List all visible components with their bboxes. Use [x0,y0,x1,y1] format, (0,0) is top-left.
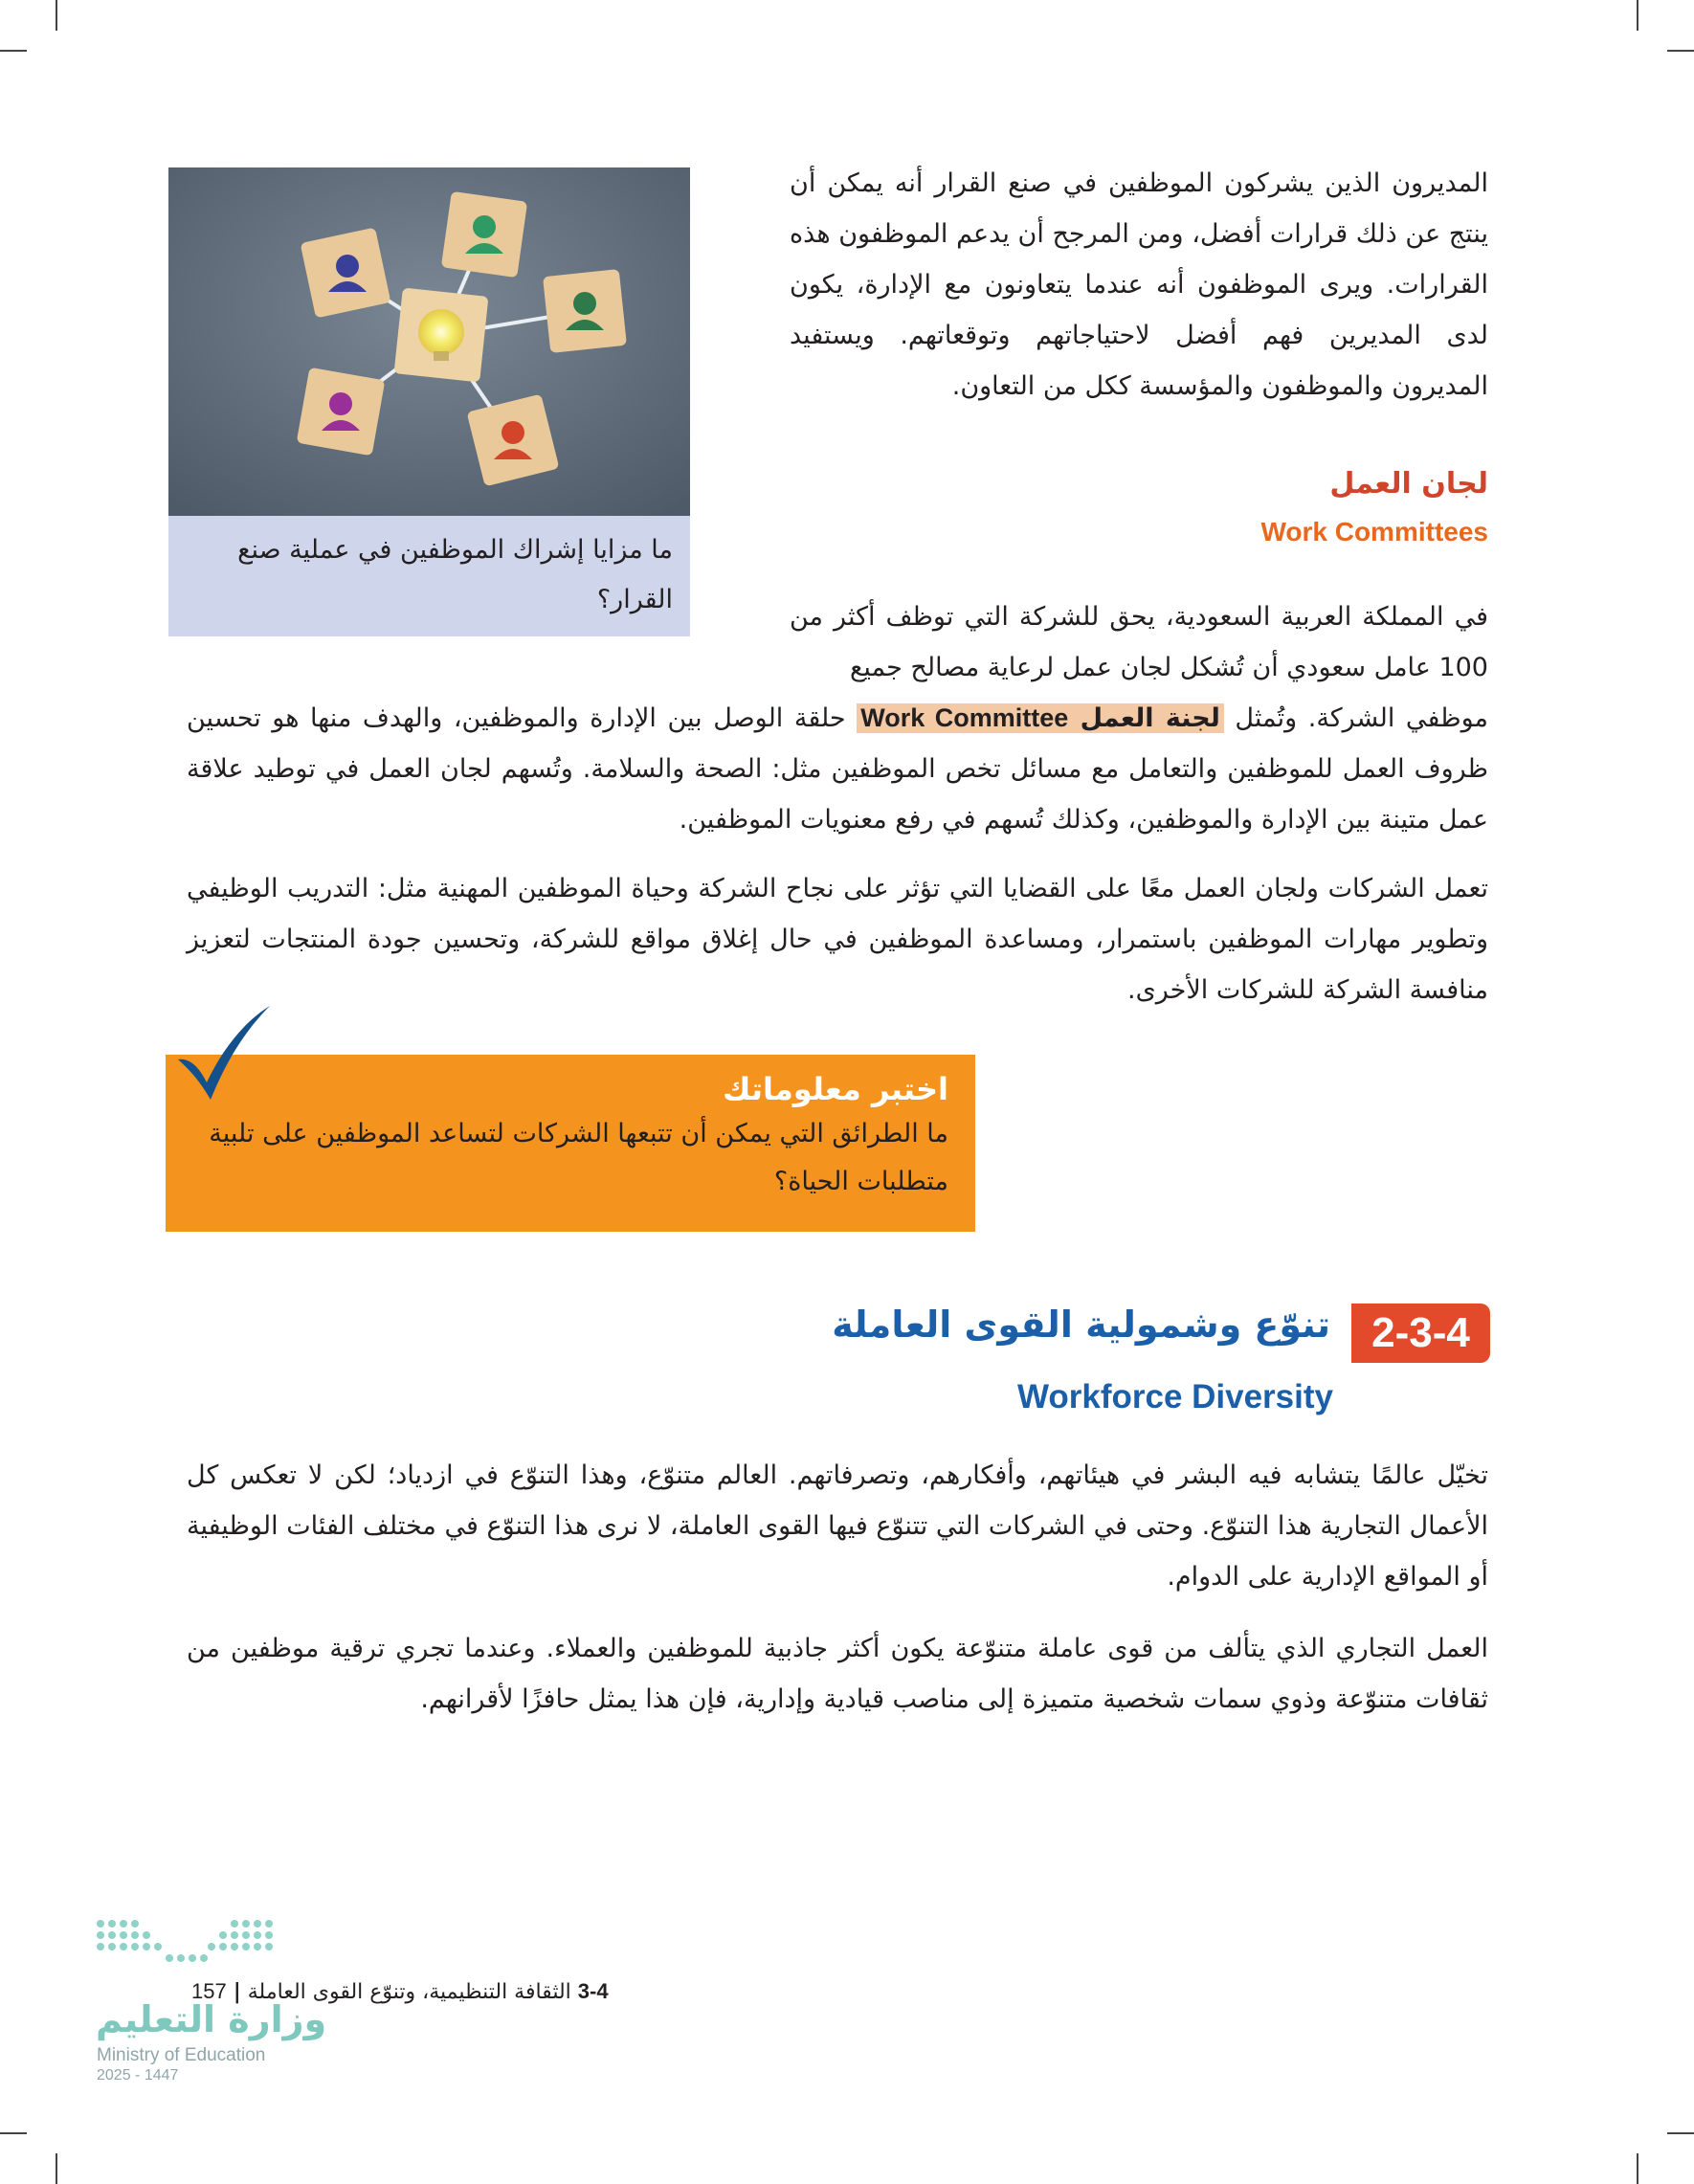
diversity-paragraph-2: العمل التجاري الذي يتألف من قوى عاملة متنوّعة يكون أكثر جاذبية للموظفين والعملاء. وعندما تجري ترقية موظفين من ثقافات متنوّعة وذوي سمات شخصية متميزة إلى مناصب قيادية وإدارية، فإن هذا يمثل حافزًا لأقرانهم. [187,1634,1488,1714]
crop-mark [56,0,57,31]
collaboration-network-image [168,167,690,516]
paragraph-text: حلقة الوصل بين الإدارة والموظفين، والهدف منها هو تحسين ظروف العمل للموظفين والتعامل مع مسائل تخص الموظفين مثل: الصحة والسلامة. وتُسهم لجان العمل في توطيد علاقة عمل متينة بين الإدارة والموظفين، وكذلك تُسهم في رفع معنويات الموظفين. [187,703,1488,835]
section-title-en: Workforce Diversity [1016,1378,1333,1415]
work-committees-paragraph-continued [187,693,1488,845]
key-term-highlight [857,703,1224,733]
work-committees-heading-ar: لجان العمل [1329,467,1488,501]
paragraph-text: موظفي الشركة. وتُمثل [1235,703,1488,733]
key-term-ar: لجنة العمل [1080,703,1220,733]
chapter-title: الثقافة التنظيمية، وتنوّع القوى العاملة [247,1980,571,2004]
key-term-en: Work Committee [860,703,1069,732]
crop-mark [0,50,27,52]
page-number: 157 [191,1979,227,2003]
checkmark-icon [170,1000,276,1105]
ministry-name-ar: وزارة التعليم [96,1998,327,2040]
chapter-number: 3-4 [577,1979,609,2003]
ministry-name-en: Ministry of Education [97,2045,266,2065]
crop-mark [1637,2153,1638,2184]
crop-mark [1667,2132,1694,2134]
footer-separator: | [233,1980,241,2004]
quiz-question: ما الطرائق التي يمكن أن تتبعها الشركات لتساعد الموظفين على تلبية متطلبات الحياة؟ [209,1119,948,1196]
intro-paragraph: المديرون الذين يشركون الموظفين في صنع القرار أنه يمكن أن ينتج عن ذلك قرارات أفضل، ومن المرجح أن يدعم الموظفون هذه القرارات. ويرى الموظفون أنه عندما يتعاونون مع الإدارة، يكون لدى المديرين فهم أفضل لاحتياجاتهم وتوقعاتهم. ويستفيد المديرون والموظفون والمؤسسة ككل من التعاون. [790,168,1488,401]
crop-mark [56,2153,57,2184]
image-caption: ما مزايا إشراك الموظفين في عملية صنع القرار؟ [168,516,690,636]
edition-year: 2025 - 1447 [97,2067,179,2084]
crop-mark [1637,0,1638,31]
work-committees-paragraph-2: تعمل الشركات ولجان العمل معًا على القضايا التي تؤثر على نجاح الشركة وحياة الموظفين المهنية مثل: التدريب الوظيفي وتطوير مهارات الموظفين باستمرار، ومساعدة الموظفين في حال إغلاق مواقع للشركة، وتحسين جودة المنتجات لتعزيز منافسة الشركة للشركات الأخرى. [187,874,1488,1005]
section-title-ar: تنوّع وشمولية القوى العاملة [832,1304,1330,1346]
work-committees-paragraph-start: في المملكة العربية السعودية، يحق للشركة التي توظف أكثر من 100 عامل سعودي أن تُشكل لجان عمل لرعاية مصالح جميع [790,602,1488,682]
page-footer [191,1979,609,2004]
section-number-badge: 2-3-4 [1351,1304,1490,1363]
quiz-title: اختبر معلوماتك [723,1071,948,1107]
diversity-paragraph-1: تخيّل عالمًا يتشابه فيه البشر في هيئاتهم، وأفكارهم، وتصرفاتهم. العالم متنوّع، وهذا التنوّع في ازدياد؛ لكن لا تعكس كل الأعمال التجارية هذا التنوّع. وحتى في الشركات التي تتنوّع فيها القوى العاملة، لا نرى هذا التنوّع في مختلف الفئات الوظيفية أو المواقع الإدارية على الدوام. [187,1460,1488,1592]
crop-mark [1667,50,1694,52]
crop-mark [0,2132,27,2134]
work-committees-heading-en: Work Committees [1260,517,1488,546]
test-your-knowledge-box [166,1055,975,1232]
